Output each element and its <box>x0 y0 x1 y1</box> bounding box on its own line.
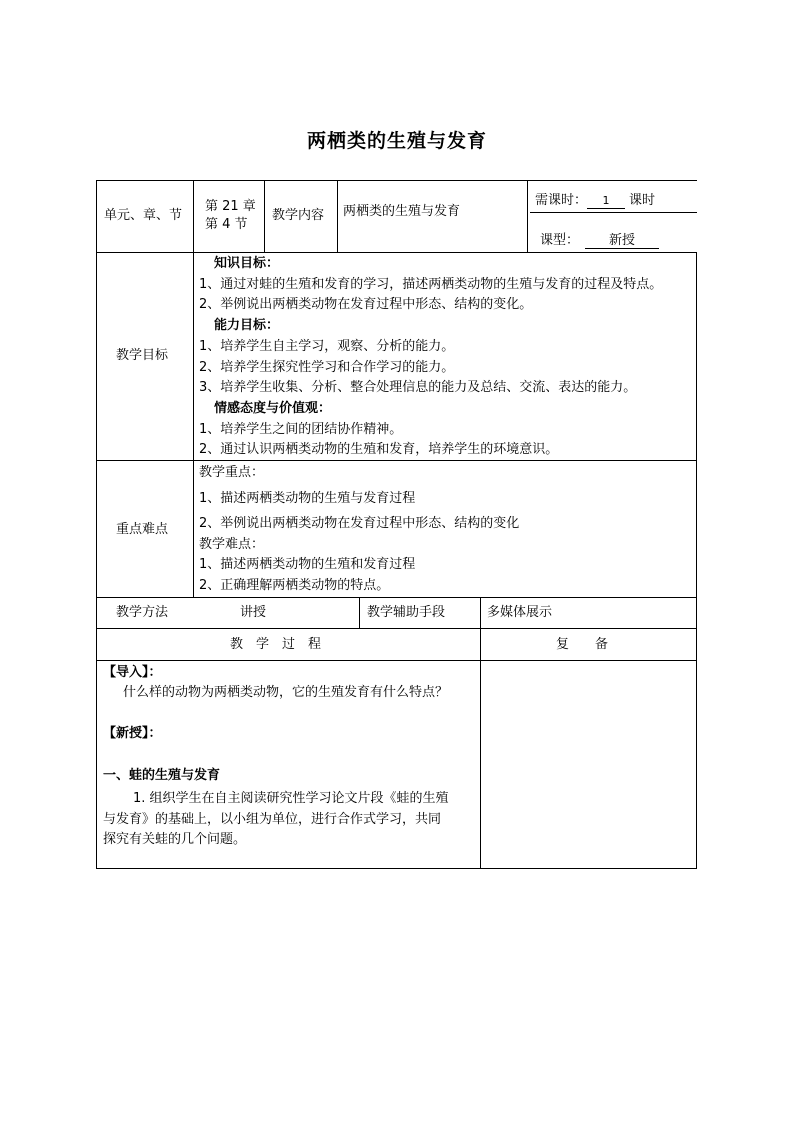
table-border-right <box>696 252 697 868</box>
key-points-label: 重点难点 <box>116 522 169 537</box>
lesson-type-value: 新授 <box>585 234 659 249</box>
row-divider-3 <box>96 597 697 598</box>
review-header: 复 备 <box>556 637 609 652</box>
ability-item: 3、培养学生收集、分析、整合处理信息的能力及总结、交流、表达的能力。 <box>199 380 637 395</box>
process-header: 教 学 过 程 <box>230 637 322 652</box>
attitude-item: 1、培养学生之间的团结协作精神。 <box>199 422 403 437</box>
new-lesson-heading: 【新授】： <box>103 726 162 741</box>
row-divider-4 <box>96 628 697 629</box>
unit-label: 单元、章、节 <box>104 208 183 223</box>
aid-value: 多媒体展示 <box>487 605 553 620</box>
section1-heading: 一、蛙的生殖与发育 <box>103 768 221 783</box>
section-value: 第 4 节 <box>205 217 248 232</box>
col-divider-aid <box>480 597 481 868</box>
hours-value: 1 <box>587 194 625 209</box>
focus-item: 2、举例说出两栖类动物在发育过程中形态、结构的变化 <box>199 516 520 531</box>
lesson-type-field <box>540 233 659 249</box>
row-divider-5 <box>96 660 697 661</box>
col-divider-content <box>527 180 528 252</box>
objectives-label: 教学目标 <box>116 348 169 363</box>
knowledge-item: 1、通过对蛙的生殖和发育的学习，描述两栖类动物的生殖与发育的过程及特点。 <box>199 277 663 292</box>
method-label: 教学方法 <box>116 605 169 620</box>
attitude-heading: 情感态度与价值观： <box>214 401 332 416</box>
table-border-bottom <box>96 868 697 869</box>
intro-heading: 【导入】： <box>103 665 162 680</box>
hours-underline-rule <box>530 212 697 213</box>
paragraph-line: 探究有关蛙的几个问题。 <box>103 832 247 847</box>
col-divider-content-label <box>337 180 338 252</box>
focus-item: 1、描述两栖类动物的生殖与发育过程 <box>199 491 416 506</box>
ability-item: 2、培养学生探究性学习和合作学习的能力。 <box>199 360 455 375</box>
difficulty-heading: 教学难点： <box>199 537 265 552</box>
hours-field <box>535 193 655 209</box>
aid-label: 教学辅助手段 <box>367 605 446 620</box>
difficulty-item: 2、正确理解两栖类动物的特点。 <box>199 578 390 593</box>
paragraph-line: 与发育》的基础上，以小组为单位，进行合作式学习，共同 <box>103 812 442 827</box>
content-label: 教学内容 <box>272 208 325 223</box>
method-value: 讲授 <box>240 605 267 620</box>
col-divider-method <box>359 597 360 628</box>
row-divider-1 <box>96 252 697 253</box>
ability-heading: 能力目标： <box>214 318 280 333</box>
hours-label: 需课时： <box>535 193 588 208</box>
focus-heading: 教学重点： <box>199 465 265 480</box>
difficulty-item: 1、描述两栖类动物的生殖和发育过程 <box>199 557 416 572</box>
content-value: 两栖类的生殖与发育 <box>343 204 461 219</box>
ability-item: 1、培养学生自主学习，观察、分析的能力。 <box>199 339 455 354</box>
attitude-item: 2、通过认识两栖类动物的生殖和发育，培养学生的环境意识。 <box>199 442 559 457</box>
hours-unit: 课时 <box>629 193 656 208</box>
col-divider-label <box>193 180 194 597</box>
lesson-type-label: 课型： <box>540 233 580 248</box>
table-border-left <box>96 180 97 868</box>
knowledge-heading: 知识目标： <box>214 256 280 271</box>
chapter-value: 第 21 章 <box>205 199 256 214</box>
row-divider-2 <box>96 460 697 461</box>
paragraph-line: 1. 组织学生在自主阅读研究性学习论文片段《蛙的生殖 <box>133 791 449 806</box>
intro-question: 什么样的动物为两栖类动物，它的生殖发育有什么特点？ <box>123 685 449 700</box>
col-divider-chapter <box>264 180 265 252</box>
knowledge-item: 2、举例说出两栖类动物在发育过程中形态、结构的变化。 <box>199 297 533 312</box>
page-title: 两栖类的生殖与发育 <box>306 130 487 152</box>
table-border-top <box>96 180 697 181</box>
